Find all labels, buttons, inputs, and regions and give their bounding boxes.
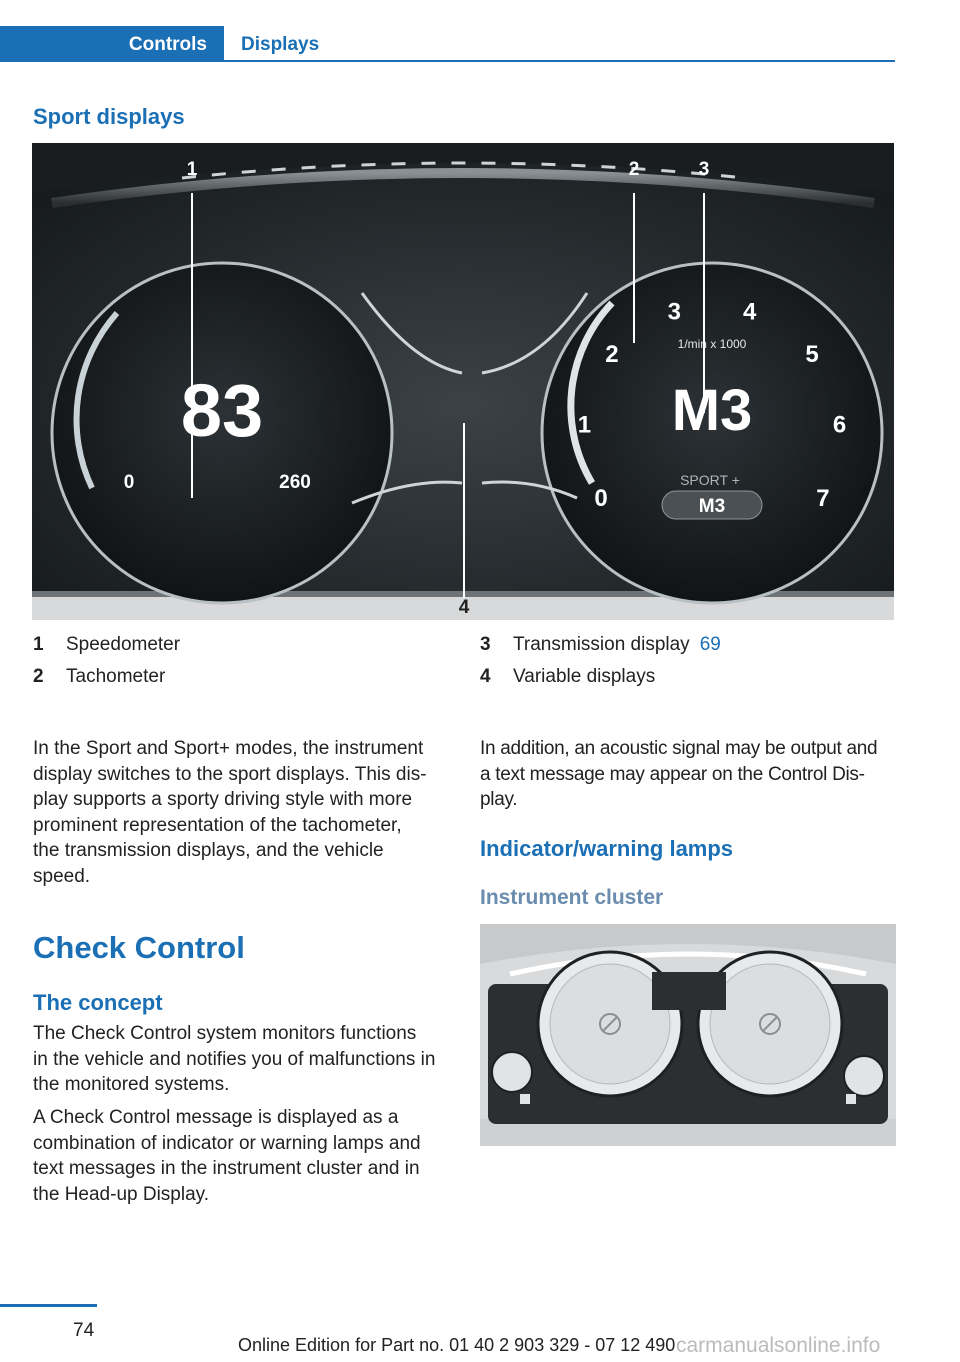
sport-intro-paragraph: In the Sport and Sport+ modes, the instrument display switches to the sport displays. This dis- play supports a sporty driving style with more prominent representation of the tachometer, the transmission displays, and the vehicle speed. [33,738,427,887]
speed-min-label: 0 [123,472,135,493]
sport-display-figure [32,143,894,620]
heading-the-concept: The concept [33,990,163,1015]
speed-max-label: 260 [279,472,311,493]
heading-indicator-warning-lamps: Indicator/warning lamps [480,836,734,861]
tach-numeral: 5 [805,341,819,369]
tach-numeral: 7 [816,485,830,512]
header-tab-controls-label: Controls [128,34,207,55]
edition-text: Online Edition for Part no. 01 40 2 903 329 - 07 12 490 [238,1335,676,1355]
tach-numeral: 1 [577,411,592,439]
callout-3: 3 [698,159,710,180]
message-paragraph: A Check Control message is displayed as a combination of indicator or warning lamps and text messages in the instrument cluster and in the Head-up Display. [33,1107,421,1205]
heading-instrument-cluster: Instrument cluster [480,886,664,909]
mode-label: SPORT + [680,472,740,488]
page-header [0,26,895,62]
heading-check-control: Check Control [33,930,245,965]
legend-number: 2 [33,666,44,687]
watermark-text: carmanualsonline.info [676,1334,881,1357]
mode-gear-label: M3 [698,496,726,517]
instrument-cluster-figure [480,924,896,1146]
legend-text: Speedometer [66,634,181,655]
legend-number: 4 [480,666,491,687]
header-tab-controls[interactable] [0,26,224,62]
header-tab-displays[interactable]: Displays [241,34,320,55]
footer-rule [0,1304,97,1307]
acoustic-signal-paragraph: In addition, an acoustic signal may be output and a text message may appear on the Control Dis- play. [480,738,878,810]
callout-4: 4 [458,597,470,618]
legend-text: Tachometer [66,666,166,687]
tach-numeral: 0 [594,485,608,512]
tach-unit-label: 1/min x 1000 [677,337,747,351]
legend-text: Variable displays [513,666,656,687]
tach-numeral: 6 [832,411,847,439]
tach-numeral: 4 [743,298,757,326]
speed-readout: 83 [180,369,264,452]
gear-readout: M3 [671,378,753,443]
page-reference-link[interactable]: 69 [699,634,721,655]
page-number: 74 [73,1320,95,1341]
legend-number: 1 [33,634,44,655]
legend-number: 3 [480,634,491,655]
callout-2: 2 [628,159,640,180]
header-rule [224,60,895,62]
legend-text: Transmission display [513,634,690,655]
tach-numeral: 2 [605,341,619,369]
concept-paragraph: The Check Control system monitors functions in the vehicle and notifies you of malfunctions in the monitored systems. [33,1023,436,1095]
callout-1: 1 [186,159,198,180]
section-title-sport-displays: Sport displays [33,104,185,129]
tach-numeral: 3 [667,298,681,326]
